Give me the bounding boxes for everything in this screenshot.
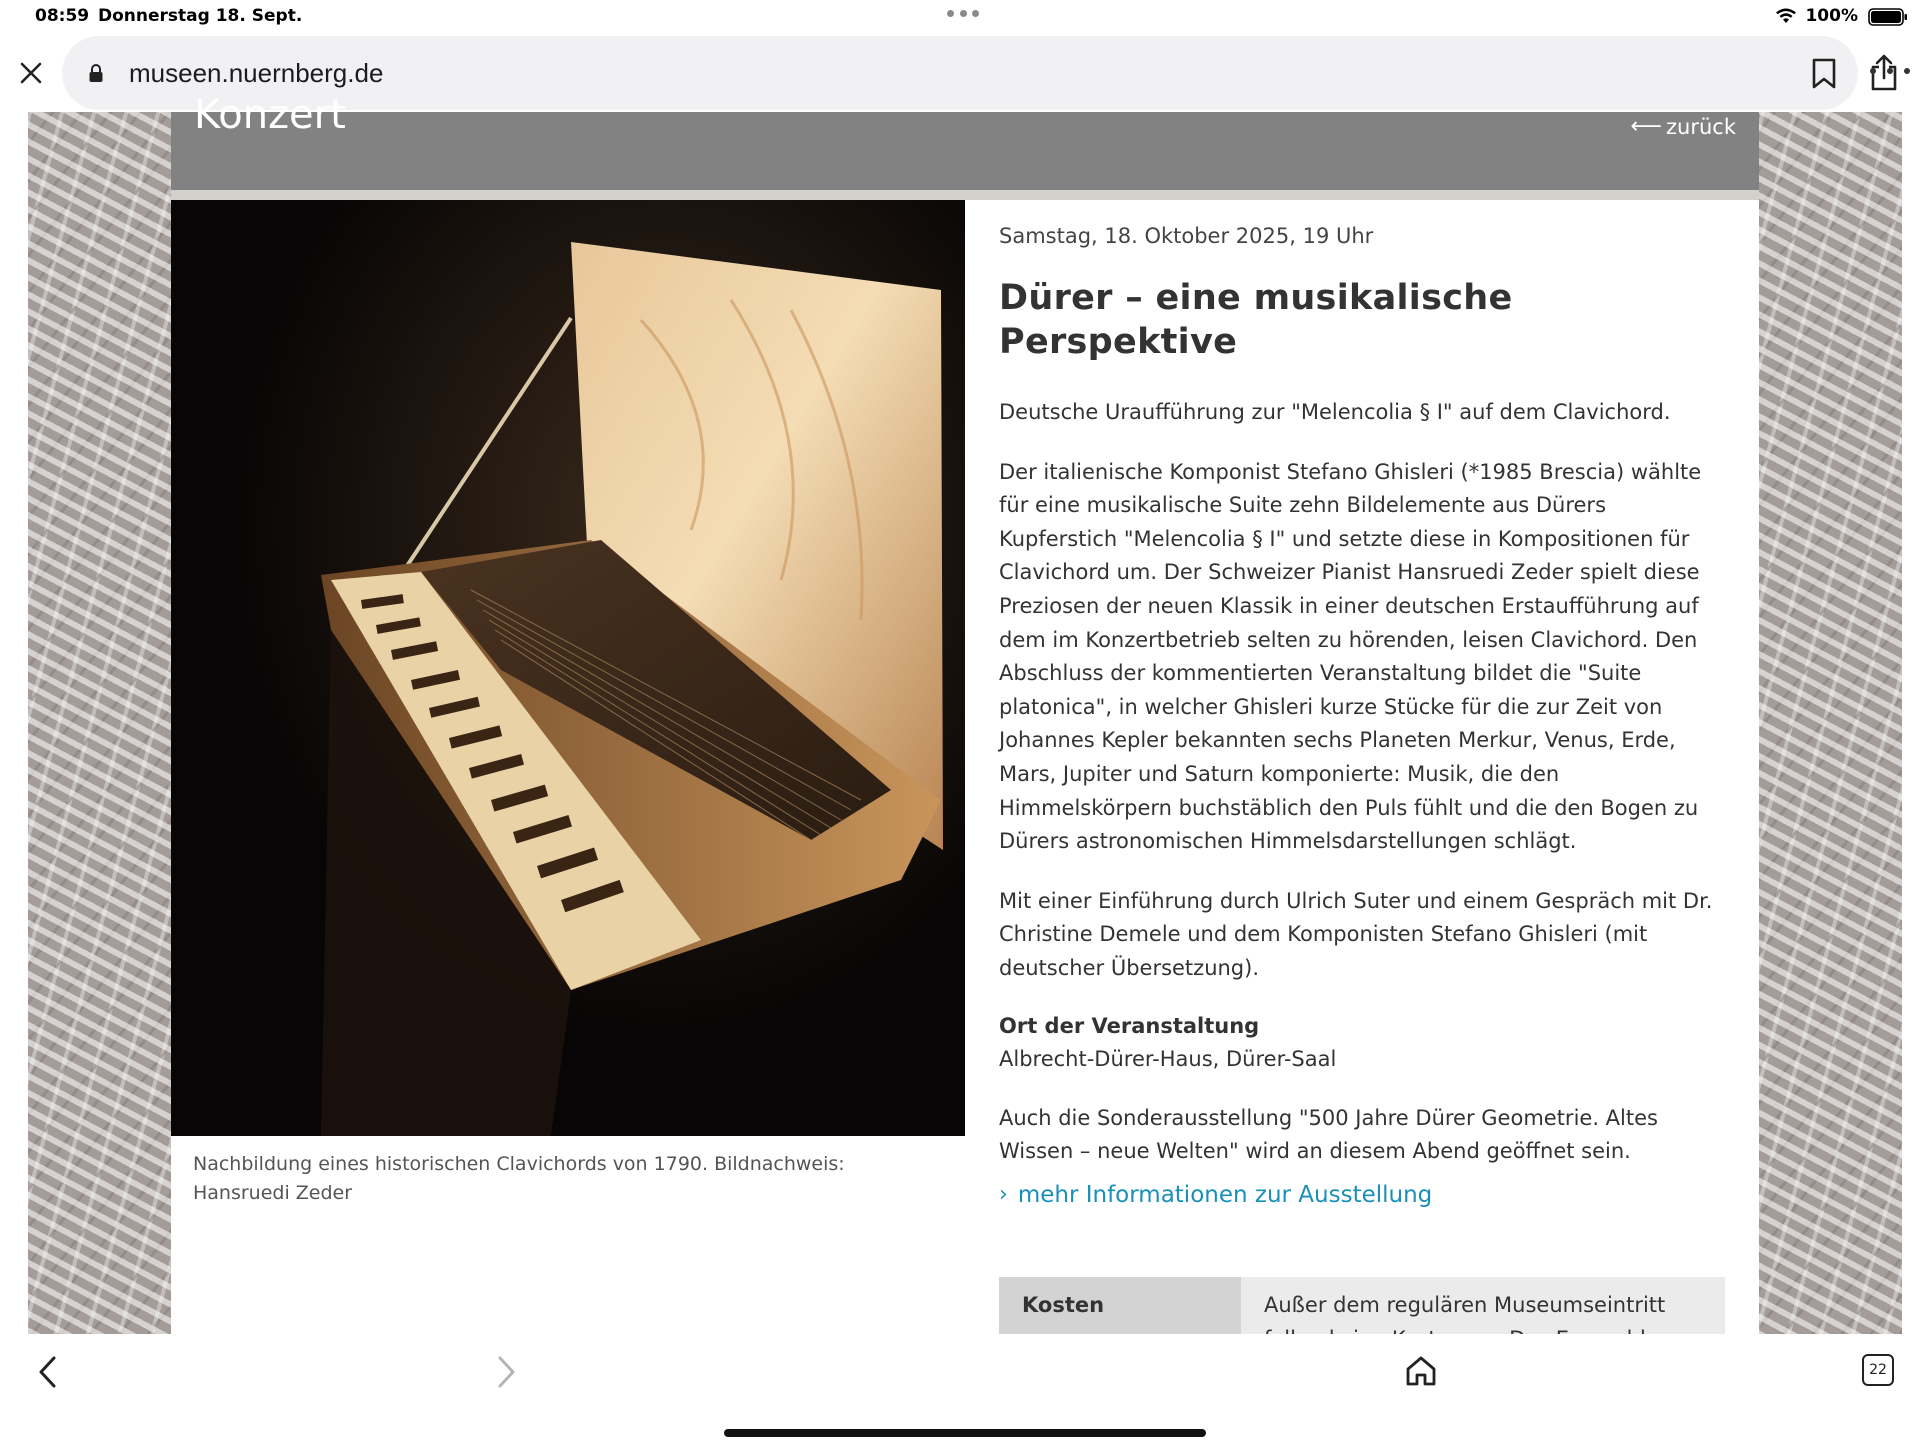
forward-button[interactable] [490,1354,520,1390]
lock-icon [88,63,104,83]
event-card [171,200,1759,1334]
bookmark-button[interactable] [1806,54,1842,94]
exhibition-info-link-label: mehr Informationen zur Ausstellung [1017,1181,1433,1208]
exhibition-note: Auch die Sonderausstellung "500 Jahre Dürer Geometrie. Altes Wissen – neue Welten" wird an diesem Abend geöffnet sein. [999,1105,1658,1164]
back-button[interactable] [34,1354,64,1390]
image-caption: Nachbildung eines historischen Clavichords von 1790. Bildnachweis: Hansruedi Zeder [193,1153,845,1204]
event-title: Dürer – eine musikalische Perspektive [999,278,1513,362]
cost-label: Kosten [999,1277,1241,1400]
chevron-right-icon: › [999,1181,1008,1207]
browser-bottom-bar [0,1334,1920,1440]
status-date: Donnerstag 18. Sept. [98,6,303,26]
home-button[interactable] [1404,1354,1438,1388]
header-divider [171,190,1759,200]
arrow-left-icon: ⟵ [1630,114,1663,139]
status-bar [0,0,1920,34]
tabs-button[interactable] [1862,1354,1894,1386]
cost-value: Außer dem regulären Museumseintritt [1241,1277,1725,1400]
page-title: Konzert [194,92,346,138]
event-date: Samstag, 18. Oktober 2025, 19 Uhr [999,224,1374,248]
home-indicator [724,1429,1206,1437]
event-additional: Mit einer Einführung durch Ulrich Suter und einem Gespräch mit Dr. Christine Demele und dem Komponisten Stefano Ghisleri (mit deutscher Übersetzung). [999,888,1713,980]
bookmark-icon [1811,58,1837,90]
wifi-icon [1775,8,1797,24]
status-indicators [1775,6,1858,26]
exhibition-info-link[interactable] [999,1179,1729,1211]
event-description: Der italienische Komponist Stefano Ghisleri (*1985 Brescia) wählte für eine musikalische Suite zehn Bildelemente aus Dürers Kupferstich "Melencolia § I" und setzte diese in Kompositionen für Clavichord um. Der Schweizer Pianist Hansruedi Zeder spielt diese Preziosen der neuen Klassik in einer deutschen Erstaufführung auf dem im Konzertbetrieb selten zu hörenden, leisen Clavichord. Den Abschluss der kommentierten Veranstaltung bildet die "Suite platonica", in welcher Ghisleri kurze Stücke für die zur Zeit von Johannes Kepler bekannten sechs Planeten Merkur, Venus, Erde, Mars, Jupiter und Saturn komponierte: Musik, die den Himmelskörpern buchstäblich den Puls fühlt und die den Bogen zu Dürers astronomischen Himmelsdarstellungen schlägt. [999,459,1702,854]
back-link[interactable] [1630,114,1736,139]
more-options-button[interactable] [1870,56,1910,86]
clavichord-photo [171,200,965,1136]
venue-label: Ort der Veranstaltung [999,1013,1260,1038]
multitasking-dots-icon[interactable] [947,10,979,18]
venue-value: Albrecht-Dürer-Haus, Dürer-Saal [999,1046,1337,1071]
web-page [28,92,1902,1334]
event-intro: Deutsche Uraufführung zur "Melencolia § I" auf dem Clavichord. [999,400,1671,424]
close-icon [19,61,43,85]
battery-percent: 100% [1805,6,1858,26]
close-button[interactable] [14,56,48,90]
status-time: 08:59 [35,6,90,26]
tab-count: 22 [1869,1362,1887,1378]
page-header [171,92,1759,190]
battery-icon [1868,8,1908,26]
back-link-label: zurück [1666,114,1736,139]
url-text[interactable]: museen.nuernberg.de [129,58,384,88]
event-details [999,222,1729,1211]
